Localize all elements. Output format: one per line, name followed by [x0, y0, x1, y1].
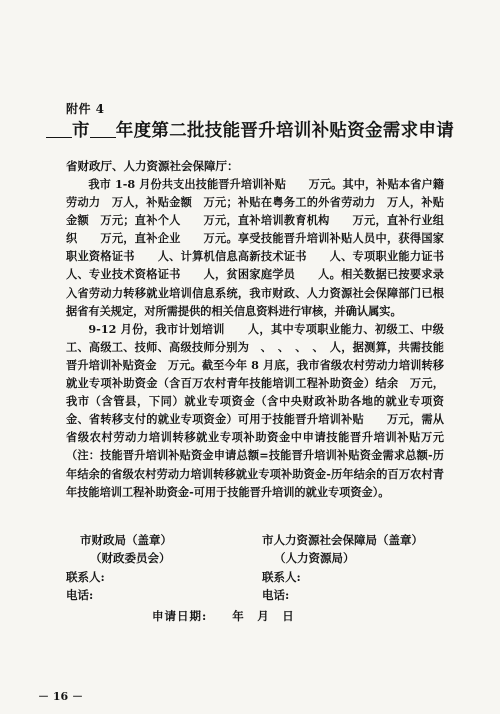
document-body [66, 175, 467, 501]
apply-date: 申请日期: 年 月 日 [152, 609, 295, 623]
paragraph-1: 我市 1-8 月份共支出技能晋升培训补贴 万元。其中，补贴本省户籍劳动力 万人，补贴金额 万元；补贴在粤务工的外省劳动力 万人，补贴金额 万元；直补个人 万元，直补培训教育机构 万元，直补行业组织 万元，直补企业 万元。享受技能晋升培训补贴人员中，获得国家职业资格证书 人、计算机信息高新技术证书 人、专项职业能力证书 人、专业技术资格证书 人，贫困家庭学员 人。相关数据已按要求录入省劳动力转移就业培训信息系统，我市财政、人力资源社会保障部门已根据省有关规定，对所需提供的相关信息资料进行审核，并确认属实。 [66, 177, 467, 318]
title-city: 市 [71, 121, 90, 141]
left-contact-label: 联系人: [66, 570, 105, 584]
year-blank [90, 121, 116, 138]
paragraph-2: 9-12 月份，我市计划培训 人，其中专项职业能力、初级工、中级工、高级工、技师、高级技师分别为 、 、 、 、 人，据测算，共需技能晋升培训补贴资金 万元。截至今年 8 月底，我市省级农村劳动力培训转移就业专项补助资金（含百万农村青年技能培训工程补助资金）结余 万元，我市（含管县，下同）就业专项资金（含中央财政补助各地的就业专项资金、省转移支付的就业专项资金）可用于技能晋升培训补贴 万元，需从省级农村劳动力培训转移就业专项补助资金中申请技能晋升培训补贴万元（注：技能晋升培训补贴资金申请总额=技能晋升培训补贴资金需求总额-历年结余的省级农村劳动力培训转移就业专项补助资金-历年结余的百万农村青年技能培训工程补助资金-可用于技能晋升培训的就业专项资金）。 [66, 321, 444, 499]
title-main: 年度第二批技能晋升培训补贴资金需求申请 [115, 121, 454, 141]
left-org-sub: （财政委员会） [90, 551, 171, 565]
left-org-seal: 市财政局（盖章） [80, 533, 172, 547]
city-blank [46, 121, 72, 138]
page-number: － 16 － [38, 690, 83, 703]
document-title [0, 117, 500, 142]
right-org-sub: （人力资源局） [274, 551, 355, 565]
attachment-label: 附件 4 [66, 102, 105, 116]
right-phone-label: 电话: [262, 588, 290, 602]
right-contact-label: 联系人: [262, 570, 301, 584]
right-org-seal: 市人力资源社会保障局（盖章） [262, 533, 423, 547]
left-phone-label: 电话: [66, 588, 94, 602]
salutation: 省财政厅、人力资源社会保障厅： [66, 159, 239, 173]
